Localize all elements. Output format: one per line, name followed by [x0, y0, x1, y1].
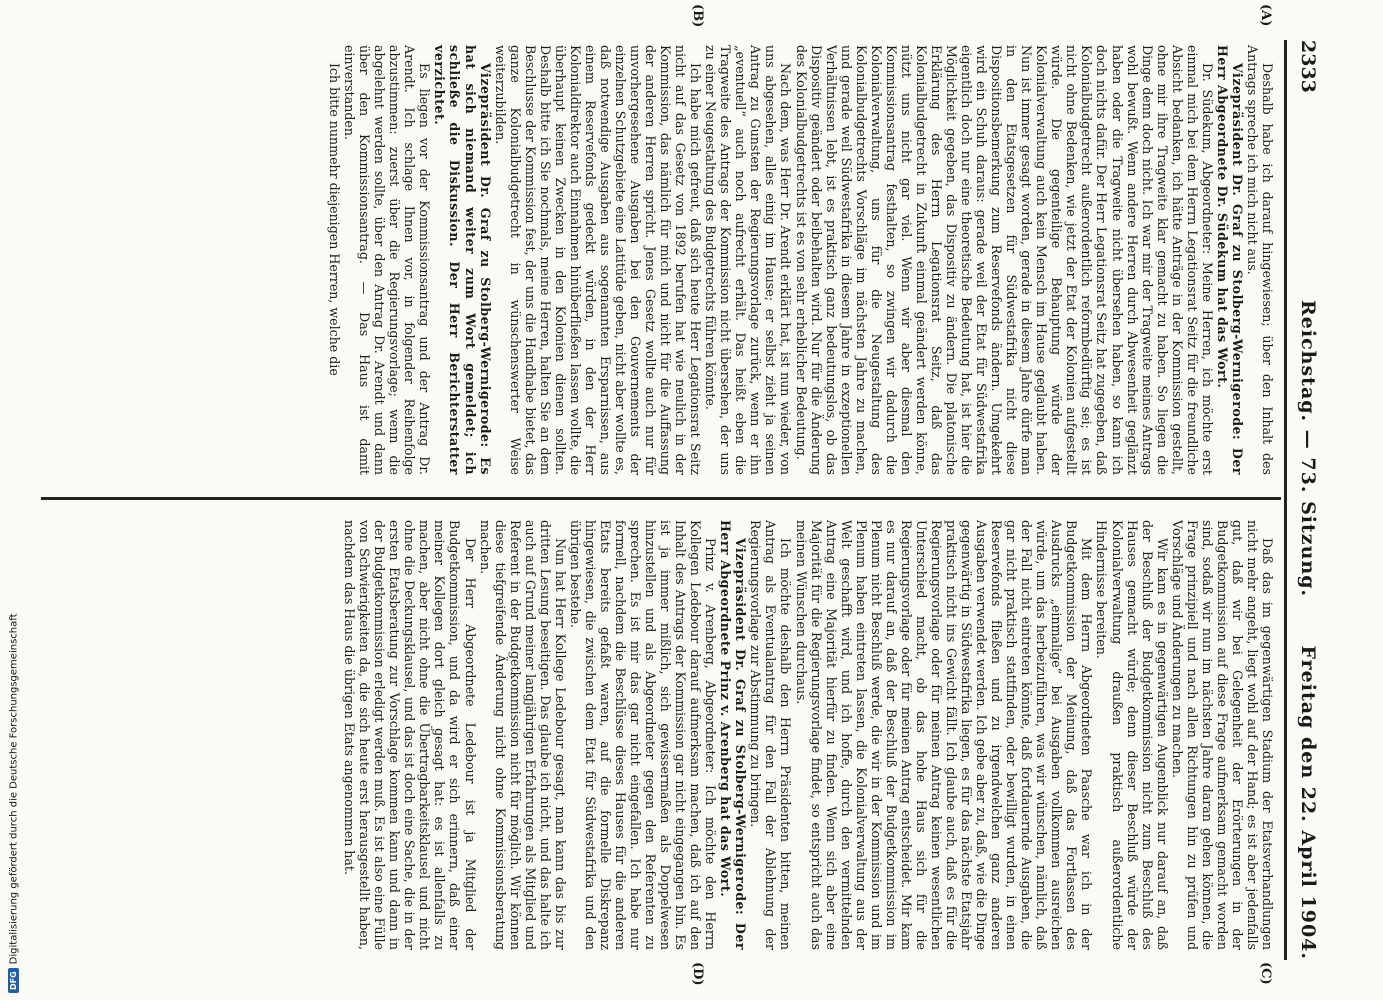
- header-rule: [1284, 40, 1287, 960]
- paragraph: Ich bitte nunmehr diejenigen Herren, welche die: [327, 63, 343, 376]
- session-title: Reichstag. — 73. Sitzung.: [1297, 300, 1319, 598]
- margin-marker-a: (A): [1258, 4, 1273, 27]
- paragraph: Wir kam es in gegenwärtigen Augenblick nur darauf an, daß der Beschluß der Budgetkommission nicht zum Beschluß des Hauses gemacht würde; denn dieser Beschluß würde der Kolonialverwaltung draußen praktisch außerordentliche Hindernisse bereiten.: [1094, 520, 1170, 950]
- paragraph: Daß das im gegenwärtigen Stadium der Etatsverhandlungen nicht mehr angeht, liegt wohl auf der Hand; es ist aber jedenfalls gut, daß wir bei Gelegenheit der Erörterungen in der Budgetkommission auf diese Frage aufmerksam gemacht worden sind, sodaß wir nun im nächsten Jahre daran gehen können, die Frage prinzipiell und nach allen Richtungen hin zu prüfen und Vorschläge und Änderungen zu machen.: [1169, 520, 1275, 950]
- dfg-logo: DFG: [8, 968, 19, 993]
- paragraph: Es liegen vor der Kommissionsantrag und der Antrag Dr. Arendt. Ich schlage Ihnen vor, in folgender Reihenfolge abzustimmen: zuerst über die Regierungsvorlage; wenn die abgelehnt werden sollte, über den Antrag Dr. Arendt und dann über den Kommissionsantrag. — Das Haus ist damit einverstanden.: [342, 45, 433, 475]
- paragraph: Prinz v. Arenberg, Abgeordneter: Ich möchte den Herrn Kollegen Ledebour darauf aufmerksam machen, daß ich auf den Inhalt des Antrags der Kommission gar nicht eingegangen bin. Es ist ja immer mißlich, sich gewissermaßen als Doppelwesen hinzustellen und als Abgeordneter gegen den Referenten zu sprechen. Es ist mir das gar nicht eingefallen. Ich habe nur formell, nachdem die Beschlüsse dieses Hauses für die anderen Etats bereits gefaßt waren, auf die formelle Diskrepanz hingewiesen, die zwischen dem Etat für Südwestafrika und den übrigen bestehe.: [567, 520, 719, 950]
- paragraph: Der Herr Abgeordnete Ledebour ist ja Mitglied der Budgetkommission, und da wird er sich erinnern, daß einer meiner Kollegen dort gleich gesagt hat: es ist allenfalls zu machen, aber nicht ohne die Übertragbarkeitsklausel und nicht ohne die Deckungsklausel, und das ist doch eine Sache, die in der ersten Etatsberatung zur Vorschlage kommen kann und dann in der Budgetkommission erledigt werden muß. Es ist also eine Fülle von Schwierigkeiten da, die sich heute erst herausgestellt haben, nachdem das Haus die übrigen Etats angenommen hat.: [342, 520, 478, 950]
- paragraph: Nach dem, was Herr Dr. Arendt erklärt hat, ist nun wieder, von uns abgesehen, alles einig im Hause; er selbst zieht ja seinen Antrag zu Gunsten der Regierungsvorlage zurück, wenn er ihn „eventuell“ auch noch aufrecht erhält. Das heißt eben die Tragweite des Antrags der Kommission nicht übersehen, der uns zu einer Neugestaltung des Budgetrechts führen könnte.: [703, 45, 794, 475]
- session-date: Freitag den 22. April 1904.: [1297, 645, 1319, 960]
- paragraph: Ich habe mich gefreut, daß sich heute Herr Legationsrat Seitz nicht auf das Gesetz von 1892 berufen hat wie neulich in der Kommission, das nämlich für mich und nicht für die Auffassung der anderen Herren spricht. Jenes Gesetz wollte auch nur für unvorhergesehene Ausgaben bei den Gouvernements der einzelnen Schutzgebiete eine Latitüde geben, nicht aber wollte es, daß notwendige Ausgaben aus sogenannten Ersparnissen, aus einem Reservefonds gedeckt würden, in den der Herr Kolonialdirektor auch Einnahmen hinüberfließen lassen wollte, die überhaupt keinen Zwecken in den Kolonien dienen sollten. Deshalb bitte ich Sie nochmals, meine Herren, halten Sie an dem Beschlusse der Kommission fest, der uns die Handhabe bietet, das ganze Kolonialbudgetrecht in wünschenswerter Weise weiterzubilden.: [492, 45, 704, 475]
- margin-marker-c: (C): [1258, 962, 1273, 985]
- left-column: [327, 45, 1275, 475]
- paragraph: Ich möchte deshalb den Herrn Präsidenten bitten, meinen Antrag als Eventualantrag für den Fall der Ablehnung der Regierungsvorlage zur Abstimmung zu bringen.: [748, 520, 794, 950]
- funding-footer: [8, 608, 22, 993]
- funding-note: Digitalisierung gefördert durch die Deutsche Forschungsgemeinschaft: [8, 613, 20, 965]
- speaker-paragraph: Vizepräsident Dr. Graf zu Stolberg-Wernigerode: Der Herr Abgeordnete Dr. Südekum hat das Wort.: [1214, 45, 1245, 475]
- page-number: 2333: [1297, 40, 1319, 93]
- margin-marker-b: (B): [690, 4, 705, 28]
- column-divider: [41, 497, 1281, 500]
- margin-marker-d: (D): [690, 962, 705, 986]
- paragraph: Dr. Südekum, Abgeordneter: Meine Herren, ich möchte erst einmal mich bei dem Herrn Legationsrat Seitz für die freundliche Absicht bedanken, ich hätte Anträge in der Kommission gestellt, ohne mir ihre Tragweite klar gemacht zu haben. So liegen die Dinge denn doch nicht. Ich war mir der Tragweite meines Antrags wohl bewußt. Wenn andere Herren durch Abwesenheit geglänzt haben oder die Tragweite nicht übersehen haben, so kann ich doch nichts dafür. Der Herr Legationsrat Seitz hat zugegeben, daß Kolonialbudgetrecht außerordentlich reformbedürftig sei; es ist nicht ohne Bedenken, wie jetzt der Etat der Kolonien aufgestellt würde. Die gegenteilige Behauptung würde der Kolonialverwaltung auch kein Mensch im Hause geglaubt haben. Nun ist immer gesagt worden, gerade in diesem Jahre dürfe man in den Etatsgesetzen für Südwestafrika nicht diese Dispositionsbemerkung zum Reservefonds ändern. Umgekehrt wird ein Schuh daraus: gerade weil der Etat für Südwestafrika eigentlich doch nur eine theoretische Bedeutung hat, ist hier die Möglichkeit gegeben, das Dispositiv zu ändern. Die platonische Erklärung des Herrn Legationsrat Seitz, daß das Kolonialbudgetrecht in Zukunft einmal geändert werden könne, nützt uns nicht gar viel. Wenn wir aber diesmal den Kommissionsantrag festhalten, so zwingen wir dadurch die Kolonialverwaltung, uns für die Neugestaltung des Kolonialbudgetrechts Vorschläge im nächsten Jahre zu machen, und gerade weil Südwestafrika in diesem Jahre in exzeptionellen Verhältnissen lebt, ist es praktisch ganz bedeutungslos, ob das Dispositiv geändert oder beibehalten wird. Nur für die Änderung des Kolonialbudgetrechts ist es von sehr erheblicher Bedeutung.: [793, 45, 1215, 475]
- speaker-paragraph: Vizepräsident Dr. Graf zu Stolberg-Wernigerode: Es hat sich niemand weiter zum Wort gemeldet; ich schließe die Diskussion. Der Herr Berichterstatter verzichtet.: [432, 45, 493, 475]
- right-column: [342, 520, 1275, 950]
- rotated-content: [25, 0, 1345, 1000]
- paragraph: Deshalb habe ich darauf hingewiesen; über den Inhalt des Antrags spreche ich mich nicht aus.: [1244, 45, 1275, 475]
- page-header: [1285, 40, 1325, 960]
- speaker-paragraph: Vizepräsident Dr. Graf zu Stolberg-Wernigerode: Der Herr Abgeordnete Prinz v. Arenberg hat das Wort.: [718, 520, 749, 950]
- paragraph: Mit dem Herrn Abgeordneten Paasche war ich in der Budgetkommission der Meinung, daß das Fortlassen des Ausdrucks „einmalige“ bei Ausgaben vollkommen ausreichen würde, um das herbeizuführen, was wir wünschen, nämlich, daß der Fall nicht eintreten könnte, daß fortdauernde Ausgaben, die gar nicht praktisch stattfinden, oder bewilligt wurden, in einen Reservefonds fließen und zu irgendwelchen ganz anderen Ausgaben verwendet werden. Ich gebe aber zu, daß, wie die Dinge gegenwärtig in Südwestafrika liegen, es für das nächste Etatsjahr praktisch nicht ins Gewicht fällt. Ich glaube auch, daß es für die Regierungsvorlage oder für meinen Antrag keinen wesentlichen Unterschied macht, ob das hohe Haus sich für die Regierungsvorlage oder für meinen Antrag entscheidet. Mir kam es nur darauf an, daß der Beschluß der Budgetkommission im Plenum nicht Beschluß werde, die wir in der Kommission und im Plenum haben eintreten lassen, die Kolonialverwaltung aus der Welt geschafft wird, und ich hoffe, durch den vermittelnden Antrag eine Majorität hierfür zu finden. Wenn sich aber eine Majorität für die Regierungsvorlage findet, so entspricht auch das meinen Wünschen durchaus.: [793, 520, 1095, 950]
- paragraph: Nun hat Herr Kollege Ledebour gesagt, man kann das bis zur dritten Lesung beseitigen. Das glaube ich nicht, und das halte ich auch auf Grund meiner langjährigen Erfahrungen als Mitglied und Referent in der Budgetkommission nicht für möglich. Wir können diese tiefgreifende Änderung nicht ohne Kommissionsberatung machen.: [477, 520, 568, 950]
